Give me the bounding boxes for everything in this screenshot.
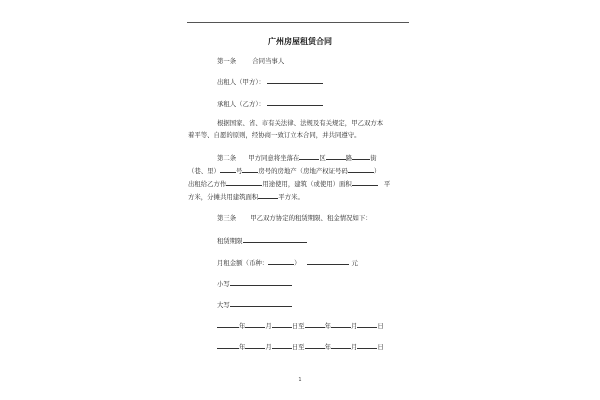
year-label: 年 [324, 343, 331, 351]
uppercase-label: 大写 [217, 301, 230, 309]
start-month-blank[interactable] [245, 342, 265, 349]
monthly-rent-line [217, 258, 358, 267]
number-label: 号 [235, 167, 243, 175]
area-blank[interactable] [352, 179, 378, 186]
area-label: 用途使用，建筑（或使用）面积 [262, 180, 352, 188]
shared-area-unit: 平方米。 [278, 193, 304, 201]
lessor-blank[interactable] [267, 77, 323, 84]
district-blank[interactable] [299, 153, 319, 160]
number-blank[interactable] [242, 166, 258, 173]
lessee-line [217, 99, 323, 108]
end-day-blank[interactable] [357, 342, 377, 349]
article-3-line [217, 214, 372, 222]
page-number: 1 [298, 377, 302, 383]
start-year-blank[interactable] [217, 342, 239, 349]
lessee-label: 承租人（乙方）： [217, 100, 265, 108]
lessor-label: 出租人（甲方）： [217, 78, 265, 86]
shared-area-label: 方米，分摊共用建筑面积 [188, 193, 259, 201]
article-3-title: 甲乙双方协定的租赁期限、租金情况如下： [250, 214, 372, 222]
article-2-line-1 [217, 153, 377, 162]
preamble-line-1: 根据国家、省、市有关法律、法规及有关规定，甲乙双方本 [217, 119, 384, 127]
lane-blank[interactable] [220, 166, 236, 173]
day-label: 日 [377, 322, 384, 330]
lessor-line [217, 77, 323, 86]
day-to-label: 日至 [291, 322, 305, 330]
article-2-heading: 第二条 [217, 154, 237, 162]
day-to-label: 日至 [291, 343, 305, 351]
start-month-blank[interactable] [245, 321, 265, 328]
date-range-line-2 [217, 342, 384, 351]
end-year-blank[interactable] [305, 342, 325, 349]
document-title: 广州房屋租赁合同 [268, 36, 332, 46]
rent-amount-blank[interactable] [307, 258, 349, 265]
uppercase-line [217, 300, 292, 309]
date-range-line-1 [217, 321, 384, 330]
article-2-line-3 [188, 179, 390, 188]
lane-label: （巷、里） [188, 167, 220, 175]
article-2-line-4 [188, 192, 304, 201]
lowercase-line [217, 279, 292, 288]
rent-unit: 元 [351, 259, 358, 267]
year-label: 年 [324, 322, 331, 330]
start-year-blank[interactable] [217, 321, 239, 328]
end-year-blank[interactable] [305, 321, 325, 328]
month-label: 月 [265, 322, 272, 330]
end-month-blank[interactable] [331, 342, 351, 349]
start-day-blank[interactable] [272, 342, 292, 349]
year-label: 年 [239, 322, 246, 330]
article-1-line [217, 57, 284, 65]
lowercase-label: 小写 [217, 280, 230, 288]
article-1-heading: 第一条 [217, 57, 237, 65]
area-unit-start: 平 [383, 180, 391, 188]
property-cert-close: ） [373, 167, 381, 175]
article-3-heading: 第三条 [217, 214, 237, 222]
lowercase-blank[interactable] [230, 279, 292, 286]
end-month-blank[interactable] [331, 321, 351, 328]
property-cert-blank[interactable] [348, 166, 374, 173]
street-label: 街 [370, 154, 377, 162]
lease-term-label: 租赁期限 [217, 237, 243, 245]
shared-area-blank[interactable] [258, 192, 278, 199]
monthly-rent-label: 月租金额（币种： [217, 259, 269, 267]
uppercase-blank[interactable] [230, 300, 292, 307]
article-1-title: 合同当事人 [252, 57, 285, 65]
article-2-text: 甲方同意将坐落在 [248, 154, 300, 162]
currency-blank[interactable] [268, 258, 294, 265]
preamble-line-2: 着平等、自愿的原则，经协商一致订立本合同，并共同遵守。 [188, 131, 361, 139]
property-cert-label: 房号的房地产（房地产权证号码 [258, 167, 348, 175]
road-label: 路 [345, 154, 353, 162]
street-blank[interactable] [352, 153, 370, 160]
usage-label: 出租给乙方作 [188, 180, 227, 188]
road-blank[interactable] [326, 153, 346, 160]
lease-term-blank[interactable] [243, 236, 307, 243]
day-label: 日 [377, 343, 384, 351]
district-label: 区 [319, 154, 326, 162]
currency-close: ） [294, 259, 301, 267]
month-label: 月 [350, 343, 358, 351]
end-day-blank[interactable] [357, 321, 377, 328]
lessee-blank[interactable] [267, 99, 323, 106]
month-label: 月 [265, 343, 272, 351]
year-label: 年 [239, 343, 246, 351]
month-label: 月 [350, 322, 358, 330]
header-rule [187, 22, 409, 23]
start-day-blank[interactable] [272, 321, 292, 328]
article-2-line-2 [188, 166, 380, 175]
usage-blank[interactable] [226, 179, 262, 186]
lease-term-line [217, 236, 307, 245]
